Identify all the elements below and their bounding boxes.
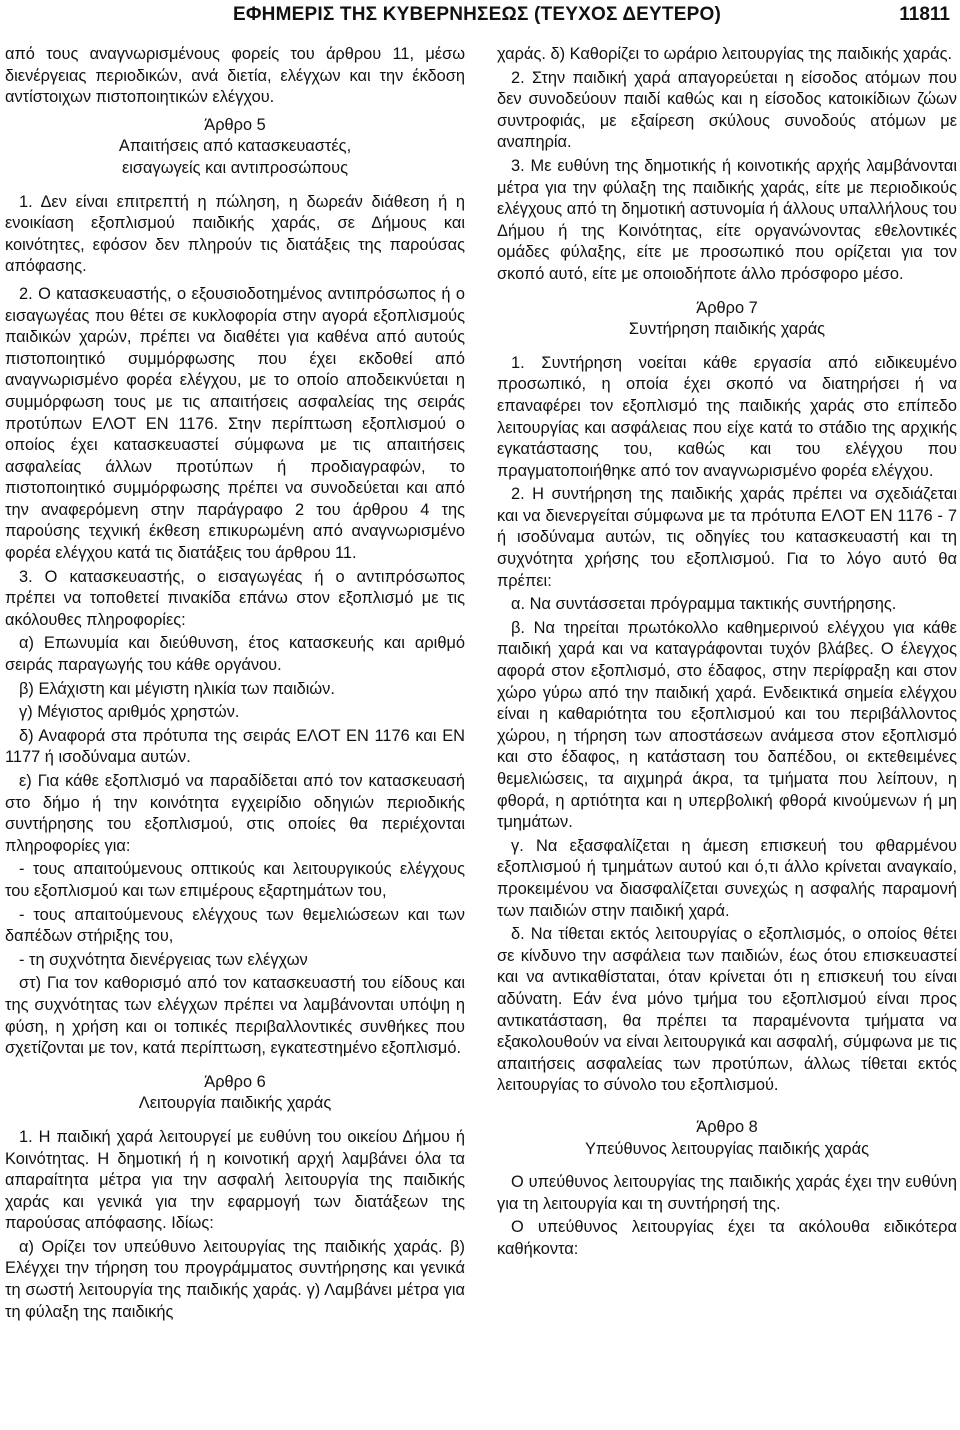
right-column [497,44,957,1260]
article-6-paragraph-3: 3. Με ευθύνη της δημοτικής ή κοινοτικής αρχής λαμβάνονται μέτρα για την φύλαξη της παιδικής χαράς, είτε με περιοδικούς ελέγχους από τη δημοτική αστυνομία ή άλλους υπαλλήλους του Δήμου ή της Κοινότητας, είτε οργανώνοντας εθελοντικές ομάδες φύλαξης, είτε με προσωπικό που ορίζεται για τον σκοπό αυτό, είτε με οποιοδήποτε άλλο πρόσφορο μέσο. [497,156,957,283]
page-header [0,0,960,34]
article-6-paragraph-2: 2. Στην παιδική χαρά απαγορεύεται η είσοδος ατόμων που δεν συνοδεύουν παιδί καθώς και η είσοδος κατοικίδιων ζώων συντροφιάς, με εξαίρεση σκύλους συνοδούς ατόμων με αναπηρία. [497,68,957,152]
article-5-paragraph-2: 2. Ο κατασκευαστής, ο εξουσιοδοτημένος αντιπρόσωπος ή ο εισαγωγέας που θέτει σε κυκλοφορία στην αγορά εξοπλισμούς παιδικών χαρών, πρέπει να διαθέτει για καθένα από αυτούς πιστοποιητικό συμμόρφωσης που έχει εκδοθεί από αναγνωρισμένο φορέα ελέγχου, με το οποίο αποδεικνύεται η συμμόρφωση τους με τις απαιτήσεις ασφαλείας της σειράς προτύπων ΕΛΟΤ ΕΝ 1176. Στην περίπτωση εξοπλισμού ο οποίος έχει κατασκευαστεί σύμφωνα με τις απαιτήσεις ασφαλείας άλλων προτύπων ή προδιαγραφών, το πιστοποιητικό συμμόρφωσης πρέπει να συνοδεύεται και από την αναφερόμενη στην παράγραφο 2 του άρθρου 4 της παρούσης τεχνική έκθεση επικυρωμένη από αναγνωρισμένο φορέα ελέγχου κατά τις διατάξεις του άρθρου 11. [5,284,465,563]
article-7-item-a: α. Να συντάσσεται πρόγραμμα τακτικής συντήρησης. [511,595,897,614]
article-7-item-b: β. Να τηρείται πρωτόκολλο καθημερινού ελέγχου για κάθε παιδική χαρά και να καταγράφονται τυχόν βλάβες. Ο έλεγχος αφορά στον εξοπλισμό, στο έδαφος, στην περίφραξη και στον χώρο γύρω από την παιδική χαρά. Ενδεικτικά σημεία ελέγχου είναι η καθαριότητα του εξοπλισμού και του περιβάλλοντος χώρου, η τήρηση των αποστάσεων ανάμεσα στον εξοπλισμό και στο έδαφος, η κατάσταση του δαπέδου, οι εκτεθειμένες θεμελιώσεις, τα αιχμηρά άκρα, τα τμήματα που λείπουν, η φθορά, η αρτιότητα και η υπερβολική φθορά κινούμενων ή μη τμημάτων. [497,618,957,832]
article-6-subtitle: Λειτουργία παιδικής χαράς [138,1094,332,1113]
article-6-title: Άρθρο 6 [204,1072,266,1091]
article-7-paragraph-1: 1. Συντήρηση νοείται κάθε εργασία από ειδικευμένο προσωπικό, η οποία έχει σκοπό να διατηρήσει ή να επαναφέρει τον εξοπλισμό της παιδικής χαράς στο επίπεδο λειτουργίας και ασφάλειας που είχε κατά το στάδιο της αρχικής εγκατάστασης του, καθώς και του ελέγχου που πραγματοποιήθηκε από τον αναγνωρισμένο φορέα ελέγχου. [497,353,957,480]
intro-paragraph: από τους αναγνωρισμένους φορείς του άρθρου 11, μέσω διενέργειας περιοδικών, ανά διετία, ελέγχων και την έκδοση αντίστοιχων πιστοποιητικών ελέγχου. [5,45,465,107]
article-5-item-e: ε) Για κάθε εξοπλισμό να παραδίδεται από τον κατασκευασή στο δήμο ή την κοινότητα εγχειρίδιο οδηγιών περιοδικής συντήρησης του εξοπλισμού, στις οποίες θα περιέχονται πληροφορίες για: [5,772,465,855]
article-5-item-st: στ) Για τον καθορισμό από τον κατασκευαστή του είδους και της συχνότητας των ελέγχων πρέπει να λαμβάνονται υπόψη η φύση, η χρήση και οι τοπικές περιβαλλοντικές συνθήκες που σχετίζονται με τον, κατά περίπτωση, εγκατεστημένο εξοπλισμό. [5,974,465,1058]
page-number: 11811 [899,4,950,25]
article-5-title: Άρθρο 5 [204,115,266,134]
article-8-paragraph-1: Ο υπεύθυνος λειτουργίας της παιδικής χαράς έχει την ευθύνη για τη λειτουργία και τη συντήρησή της. [497,1173,957,1213]
article-6-continuation: χαράς. δ) Καθορίζει το ωράριο λειτουργίας της παιδικής χαράς. [497,45,953,63]
article-5-item-d: δ) Αναφορά στα πρότυπα της σειράς ΕΛΟΤ ΕΝ 1176 και ΕΝ 1177 ή ισοδύναμα αυτών. [5,726,465,767]
article-6-paragraph-1: 1. Η παιδική χαρά λειτουργεί με ευθύνη του οικείου Δήμου ή Κοινότητας. Η δημοτική ή η κοινοτική αρχή λαμβάνει όλα τα απαραίτητα μέτρα για την ασφαλή λειτουργία της παιδικής χαράς και γενικά για την εφαρμογή των διατάξεων της παρούσας απόφασης. Ιδίως: [5,1127,465,1233]
article-5-subtitle-line2: εισαγωγείς και αντιπροσώπους [121,158,349,177]
article-5-item-e-bullet-3: - τη συχνότητα διενέργειας των ελέγχων [19,950,308,969]
article-7-paragraph-2: 2. Η συντήρηση της παιδικής χαράς πρέπει να σχεδιάζεται και να διενεργείται σύμφωνα με τα πρότυπα ΕΛΟΤ ΕΝ 1176 - 7 ή ισοδύναμα αυτών, τις οδηγίες του κατασκευαστή και τη συχνότητα χρήσης του εξοπλισμού. Για το λόγο αυτό θα πρέπει: [497,485,957,590]
article-8-subtitle: Υπεύθυνος λειτουργίας παιδικής χαράς [585,1139,869,1158]
left-column [5,44,465,1323]
article-5-item-c: γ) Μέγιστος αριθμός χρηστών. [19,703,240,722]
article-5-item-e-bullet-1: - τους απαιτούμενους οπτικούς και λειτουργικούς ελέγχους του εξοπλισμού και των επιμέρους εξαρτημάτων του, [5,860,465,900]
article-7-title: Άρθρο 7 [696,298,758,317]
article-7-subtitle: Συντήρηση παιδικής χαράς [628,320,826,339]
article-6-items: α) Ορίζει τον υπεύθυνο λειτουργίας της παιδικής χαράς. β) Ελέγχει την τήρηση του προγράμματος συντήρησης και γενικά τη σωστή λειτουργία της παιδικής χαράς. γ) Λαμβάνει μέτρα για τη φύλαξη της παιδικής [5,1237,465,1321]
article-5-item-e-bullet-2: - τους απαιτούμενους ελέγχους των θεμελιώσεων και των δαπέδων στήριξης του, [5,905,465,946]
article-5-subtitle-line1: Απαιτήσεις από κατασκευαστές, [118,137,352,156]
article-5-item-a: α) Επωνυμία και διεύθυνση, έτος κατασκευής και αριθμό σειράς παραγωγής του κάθε οργάνου. [5,634,465,675]
article-8-paragraph-2: Ο υπεύθυνος λειτουργίας έχει τα ακόλουθα ειδικότερα καθήκοντα: [497,1218,957,1258]
article-5-item-b: β) Ελάχιστη και μέγιστη ηλικία των παιδιών. [19,679,335,698]
article-7-item-c: γ. Να εξασφαλίζεται η άμεση επισκευή του φθαρμένου εξοπλισμού ή τμημάτων αυτού και ό,τι άλλο κρίνεται αναγκαίο, προκειμένου να διασφαλίζεται συνεχώς η ασφαλής παραμονή των παιδιών στην παιδική χαρά. [497,836,957,920]
article-7-item-d: δ. Να τίθεται εκτός λειτουργίας ο εξοπλισμός, ο οποίος θέτει σε κίνδυνο την ασφάλεια των παιδιών, έως ότου επισκευαστεί και να αντικαθίσταται, όταν κρίνεται ότι η επισκευή του είναι αδύνατη. Εάν ένα μόνο τμήμα του εξοπλισμού είναι προς αντικατάσταση, θα πρέπει τα παραμένοντα τμήματα να εξακολουθούν να είναι λειτουργικά και ασφαλή, σύμφωνα με τις απαιτήσεις ασφαλείας των προτύπων, άλλως τίθεται εκτός λειτουργίας το σύνολο του εξοπλισμού. [497,925,957,1095]
article-5-paragraph-1: 1. Δεν είναι επιτρεπτή η πώληση, η δωρεάν διάθεση ή η ενοικίαση εξοπλισμού παιδικής χαράς, σε Δήμους και κοινότητες, εφόσον δεν πληρούν τις διατάξεις της παρούσας απόφασης. [5,192,465,276]
article-8-title: Άρθρο 8 [696,1117,758,1136]
article-5-paragraph-3: 3. Ο κατασκευαστής, ο εισαγωγέας ή ο αντιπρόσωπος πρέπει να τοποθετεί πινακίδα επάνω στον εξοπλισμό με τις ακόλουθες πληροφορίες: [5,567,465,629]
gazette-title: ΕΦΗΜΕΡΙΣ ΤΗΣ ΚΥΒΕΡΝΗΣΕΩΣ (ΤΕΥΧΟΣ ΔΕΥΤΕΡΟ) [233,4,721,25]
